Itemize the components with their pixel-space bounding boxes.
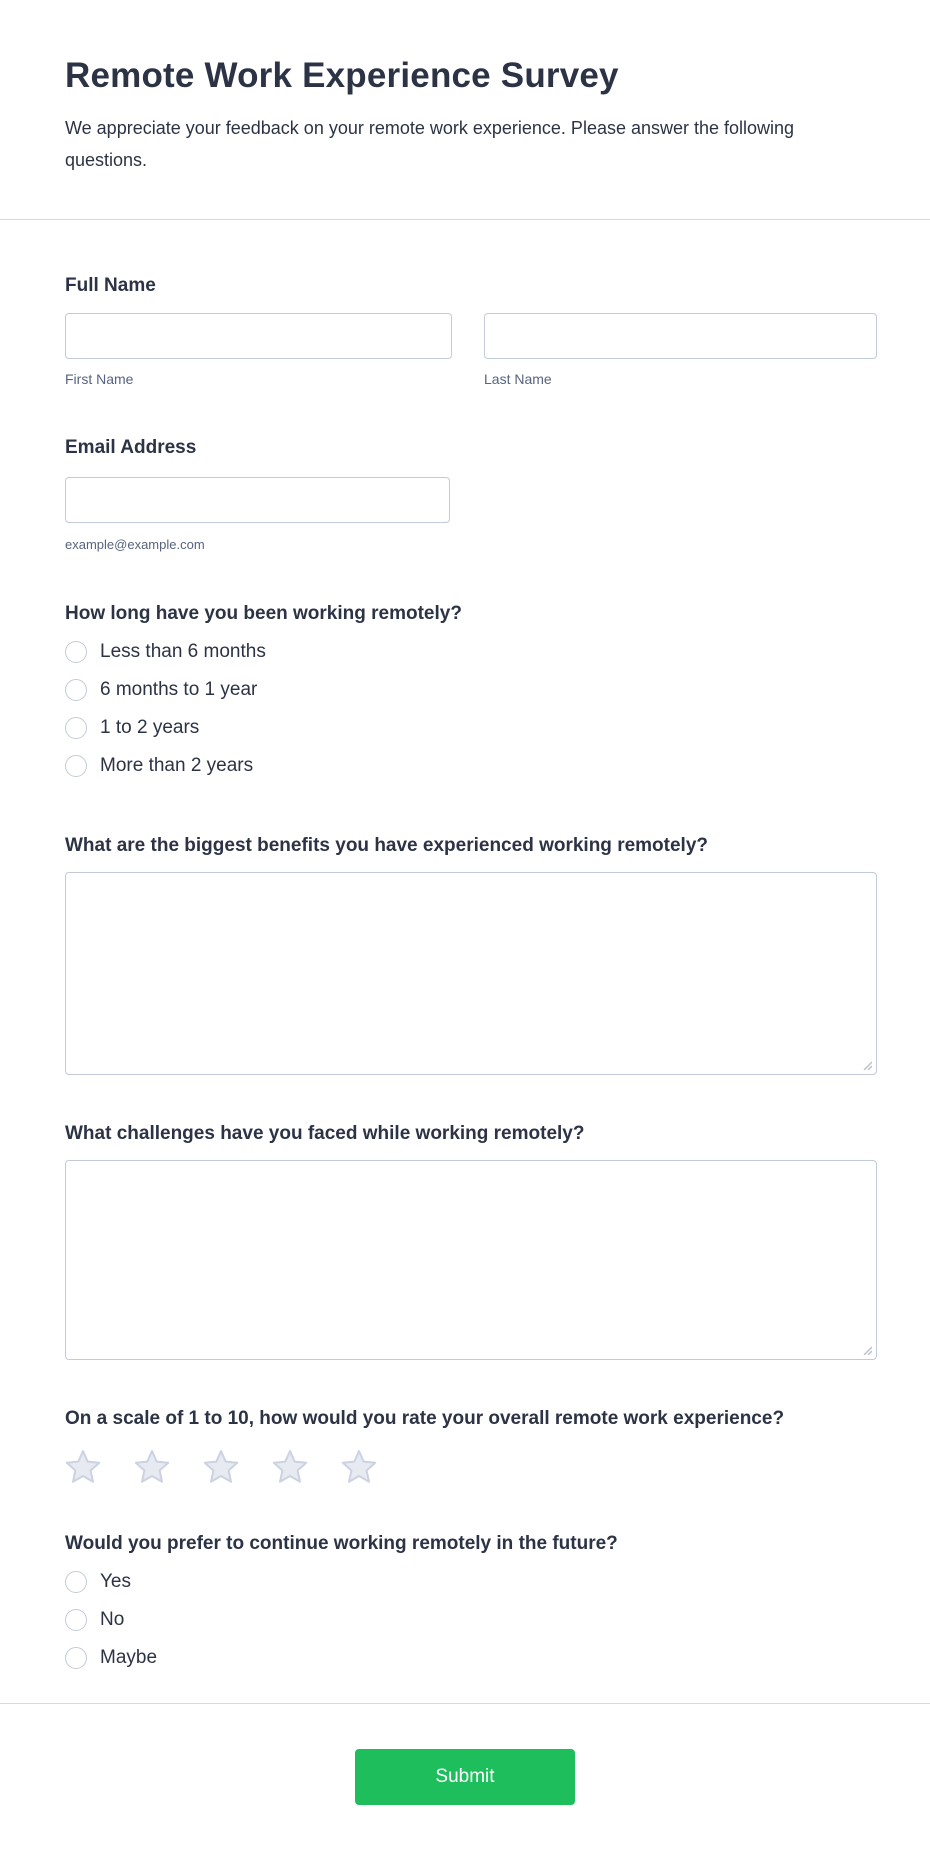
star-icon[interactable]: [272, 1448, 308, 1486]
last-name-sublabel: Last Name: [484, 371, 552, 387]
continue-question-label: Would you prefer to continue working remotely in the future?: [65, 1533, 618, 1554]
duration-option-more-2-years[interactable]: More than 2 years: [65, 755, 877, 777]
email-sublabel: example@example.com: [65, 537, 205, 552]
form-subtitle: We appreciate your feedback on your remote work experience. Please answer the following questions.: [65, 118, 795, 170]
challenges-textarea-wrap: [65, 1160, 877, 1360]
submit-row: [0, 1749, 930, 1805]
continue-question: [65, 1533, 877, 1669]
radio-circle-icon[interactable]: [65, 1647, 87, 1669]
star-icon[interactable]: [134, 1448, 170, 1486]
radio-circle-icon[interactable]: [65, 1609, 87, 1631]
challenges-textarea[interactable]: [66, 1161, 876, 1359]
email-input-wrap: [65, 477, 450, 523]
radio-circle-icon[interactable]: [65, 717, 87, 739]
rating-question-label: On a scale of 1 to 10, how would you rate your overall remote work experience?: [65, 1408, 785, 1429]
star-rating-control: [65, 1448, 877, 1486]
rating-question: [65, 1408, 877, 1486]
submit-button[interactable]: Submit: [355, 1749, 575, 1805]
email-field: [65, 437, 877, 553]
duration-option-1-2-years[interactable]: 1 to 2 years: [65, 717, 877, 739]
last-name-column: [484, 313, 877, 388]
form-header: [0, 0, 930, 176]
duration-question-label: How long have you been working remotely?: [65, 603, 462, 624]
radio-circle-icon[interactable]: [65, 679, 87, 701]
star-icon[interactable]: [65, 1448, 101, 1486]
benefits-textarea-wrap: [65, 872, 877, 1075]
header-divider: [0, 219, 930, 220]
duration-option-6-months-1-year[interactable]: 6 months to 1 year: [65, 679, 877, 701]
challenges-question-label: What challenges have you faced while working remotely?: [65, 1123, 585, 1144]
first-name-sublabel: First Name: [65, 371, 134, 387]
challenges-question: [65, 1123, 877, 1360]
first-name-input[interactable]: [65, 313, 452, 359]
page-title: Remote Work Experience Survey: [65, 56, 619, 95]
continue-option-no[interactable]: No: [65, 1609, 877, 1631]
continue-options: [65, 1571, 877, 1669]
star-icon[interactable]: [203, 1448, 239, 1486]
duration-option-less-6-months[interactable]: Less than 6 months: [65, 641, 877, 663]
radio-circle-icon[interactable]: [65, 641, 87, 663]
full-name-label: Full Name: [65, 275, 156, 296]
radio-circle-icon[interactable]: [65, 755, 87, 777]
email-label: Email Address: [65, 437, 197, 458]
form-body: [0, 275, 930, 1669]
duration-question: [65, 603, 877, 777]
benefits-question-label: What are the biggest benefits you have experienced working remotely?: [65, 835, 708, 856]
email-input[interactable]: [65, 477, 450, 523]
star-icon[interactable]: [341, 1448, 377, 1486]
radio-circle-icon[interactable]: [65, 1571, 87, 1593]
continue-option-maybe[interactable]: Maybe: [65, 1647, 877, 1669]
name-inputs-row: [65, 313, 877, 388]
footer-divider: [0, 1703, 930, 1704]
duration-options: [65, 641, 877, 777]
full-name-field: [65, 275, 877, 388]
first-name-column: [65, 313, 452, 388]
bottom-spacer: [0, 1805, 930, 1855]
benefits-textarea[interactable]: [66, 873, 876, 1074]
last-name-input[interactable]: [484, 313, 877, 359]
continue-option-yes[interactable]: Yes: [65, 1571, 877, 1593]
benefits-question: [65, 835, 877, 1075]
